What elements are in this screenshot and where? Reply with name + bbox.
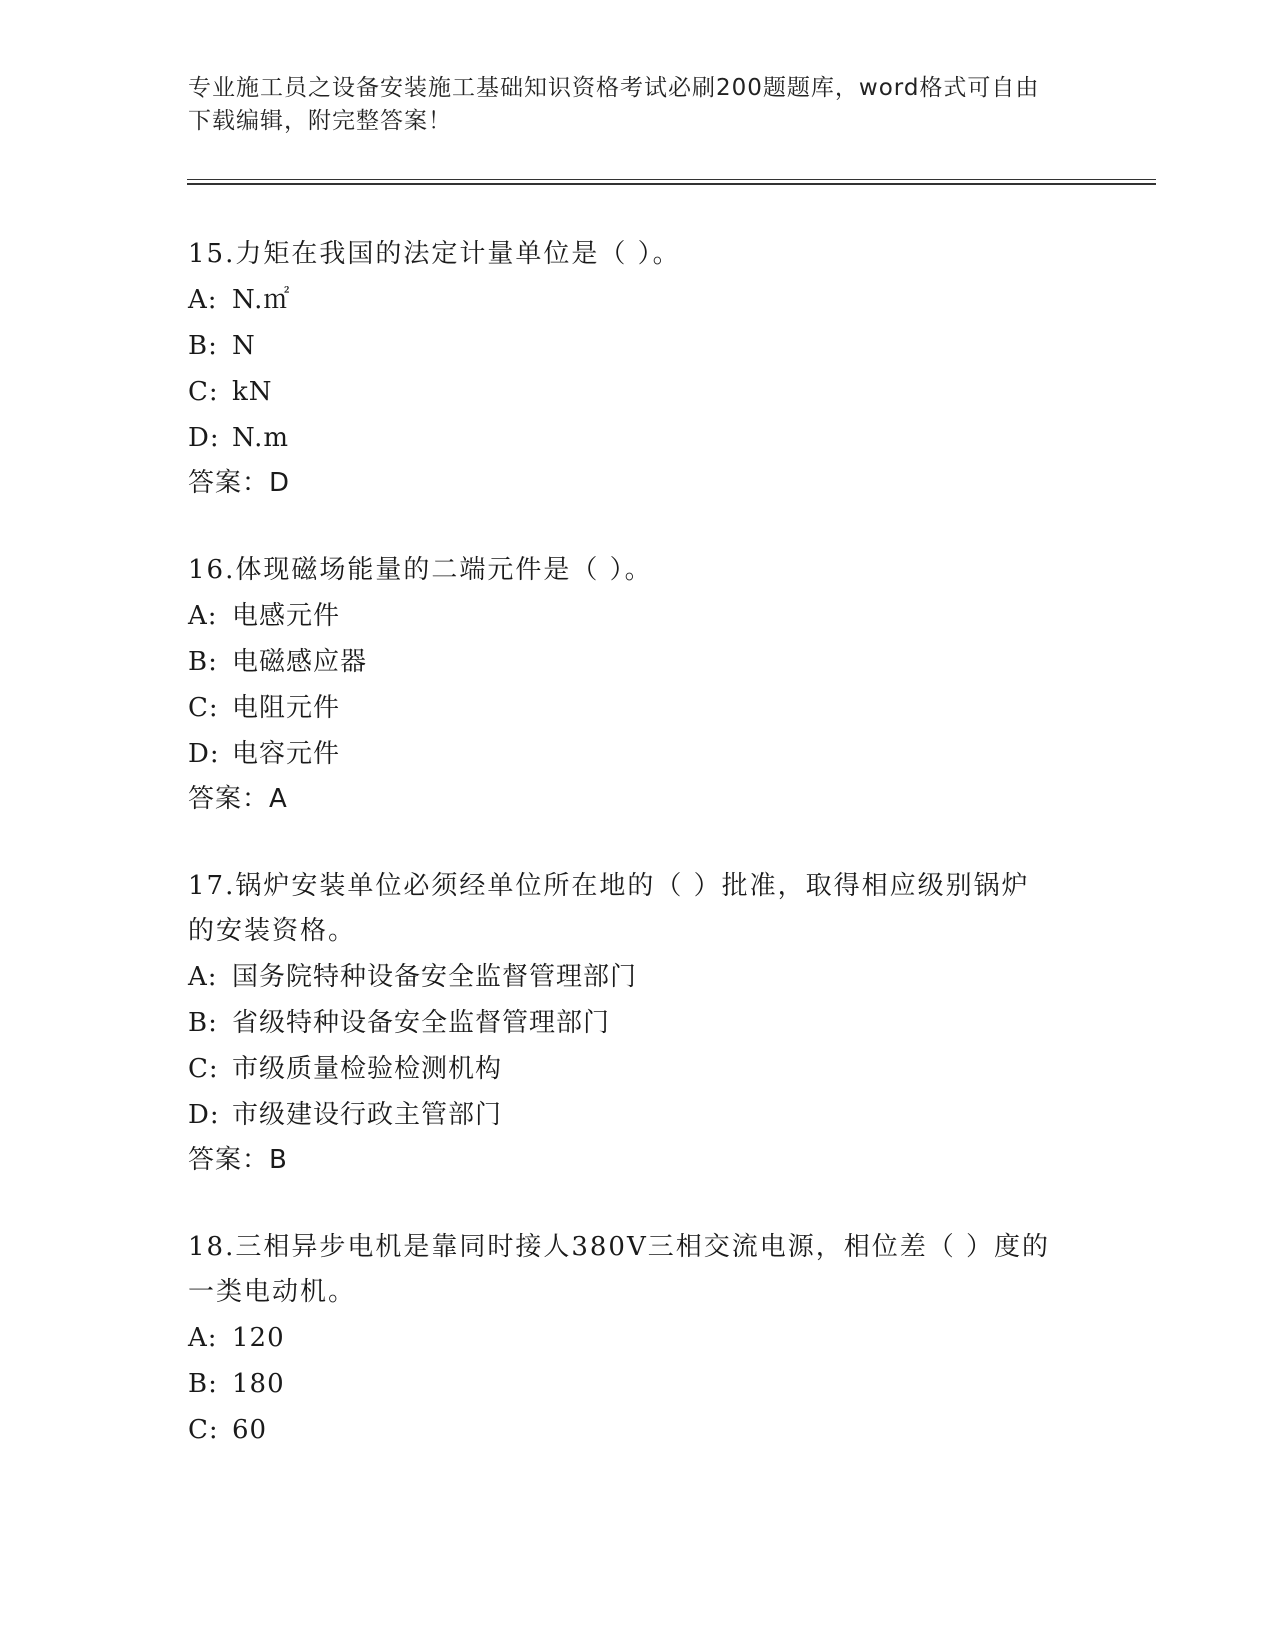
answer: 答案：B: [188, 1145, 288, 1175]
option-b: B: N: [188, 331, 256, 361]
answer: 答案：A: [188, 784, 288, 814]
document-header: [188, 72, 1088, 138]
header-divider-thin: [187, 179, 1156, 180]
header-line-1: 专业施工员之设备安装施工基础知识资格考试必刷200题题库，word格式可自由: [188, 75, 1040, 101]
question-16: [188, 548, 1088, 821]
question-17: [188, 864, 1088, 1182]
option-d: D: 电容元件: [188, 739, 341, 769]
header-line-2: 下载编辑，附完整答案！: [188, 108, 452, 134]
option-d: D: 市级建设行政主管部门: [188, 1100, 503, 1130]
option-b: B: 省级特种设备安全监督管理部门: [188, 1008, 611, 1038]
option-a: A: 电感元件: [188, 601, 341, 631]
question-stem-line-1: 18.三相异步电机是靠同时接人380V三相交流电源，相位差（ ）度的: [188, 1232, 1051, 1262]
option-c: C: 市级质量检验检测机构: [188, 1054, 503, 1084]
option-a: A: 国务院特种设备安全监督管理部门: [188, 962, 638, 992]
option-b: B: 电磁感应器: [188, 647, 368, 677]
option-c: C: 60: [188, 1415, 268, 1445]
question-18: [188, 1225, 1088, 1453]
option-a: A: N.㎡: [188, 285, 291, 315]
question-stem: 16.体现磁场能量的二端元件是（ ）。: [188, 555, 653, 585]
header-divider-thick: [187, 183, 1156, 185]
question-stem-line-1: 17.锅炉安装单位必须经单位所在地的（ ）批准，取得相应级别锅炉: [188, 871, 1030, 901]
question-stem-line-2: 一类电动机。: [188, 1277, 357, 1307]
question-stem: 15.力矩在我国的法定计量单位是（ ）。: [188, 239, 681, 269]
question-15: [188, 232, 1088, 505]
option-d: D: N.m: [188, 423, 290, 453]
option-c: C: 电阻元件: [188, 693, 341, 723]
option-b: B: 180: [188, 1369, 285, 1399]
question-stem-line-2: 的安装资格。: [188, 916, 357, 946]
option-c: C: kN: [188, 377, 273, 407]
answer: 答案：D: [188, 468, 291, 498]
option-a: A: 120: [188, 1323, 285, 1353]
